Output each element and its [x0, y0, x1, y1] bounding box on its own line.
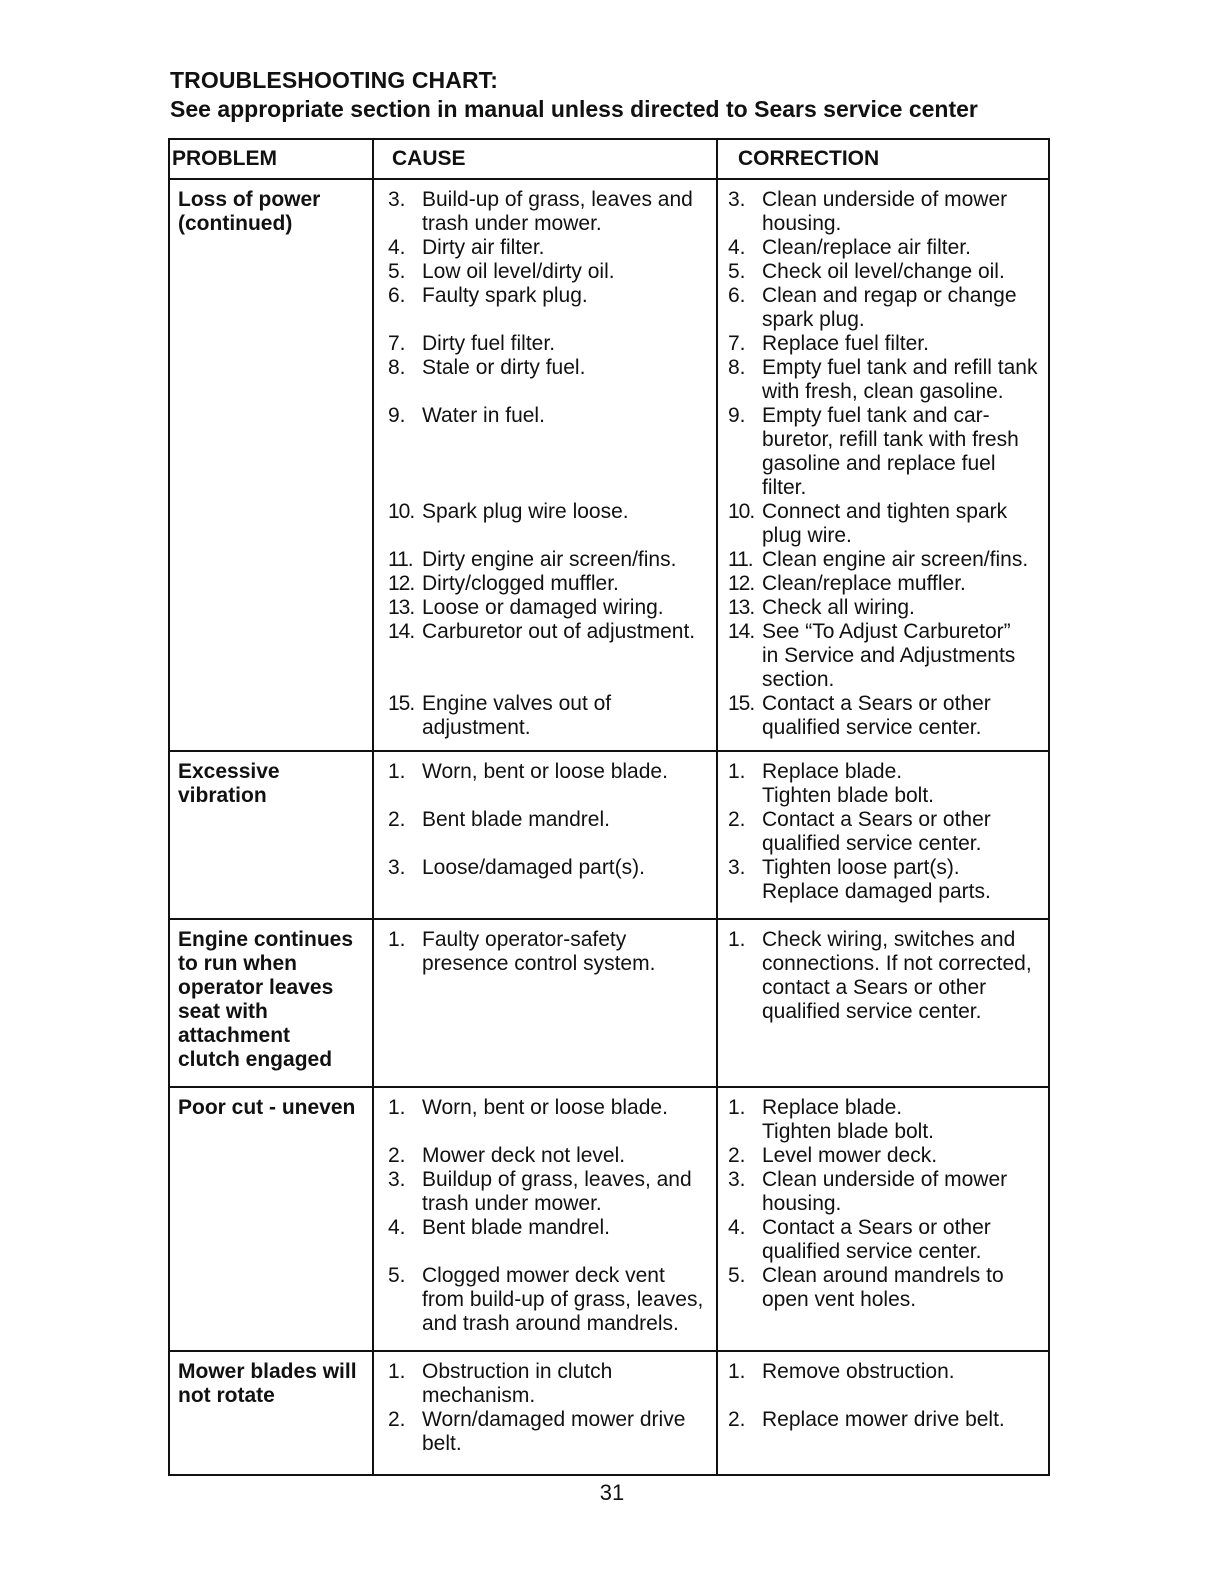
chart-subtitle: See appropriate section in manual unless directed to Sears service center — [170, 96, 978, 122]
correction-list — [718, 920, 1048, 1024]
item-number: 14. — [728, 620, 755, 643]
list-item — [388, 760, 716, 784]
item-number: 7. — [728, 332, 746, 355]
cause-cell — [372, 180, 716, 750]
item-number: 4. — [728, 1216, 746, 1239]
item-text: Low oil level/dirty oil. — [422, 260, 615, 283]
item-text: Replace blade. Tighten blade bolt. — [762, 1096, 935, 1143]
item-text: See “To Adjust Carburetor” in Service and Adjustments section. — [762, 620, 1016, 691]
list-item — [728, 1360, 1048, 1384]
problem-label: Loss of power (continued) — [178, 188, 321, 235]
item-text: Clean engine air screen/fins. — [762, 548, 1029, 571]
cause-list — [374, 920, 716, 976]
item-text: Bent blade mandrel. — [422, 1216, 610, 1239]
list-item — [728, 620, 1048, 692]
item-number: 2. — [728, 1408, 746, 1431]
list-item — [388, 188, 716, 236]
item-text: Build-up of grass, leaves and trash under mower. — [422, 188, 693, 235]
item-text: Faulty operator-safety presence control system. — [422, 928, 656, 975]
problem-cell — [170, 1088, 372, 1350]
item-number: 1. — [388, 1096, 406, 1119]
item-text: Connect and tighten spark plug wire. — [762, 500, 1008, 547]
item-text: Contact a Sears or other qualified service center. — [762, 692, 991, 739]
list-item — [388, 1216, 716, 1240]
list-item — [388, 1408, 716, 1456]
item-number: 4. — [388, 1216, 406, 1239]
list-item — [728, 548, 1048, 572]
item-number: 11. — [728, 548, 753, 571]
item-number: 15. — [388, 692, 415, 715]
item-number: 12. — [388, 572, 415, 595]
chart-title: TROUBLESHOOTING CHART: — [170, 67, 499, 93]
table-row — [170, 178, 1048, 750]
correction-cell — [716, 180, 1048, 750]
list-item — [728, 928, 1048, 1024]
correction-cell — [716, 920, 1048, 1086]
list-item — [388, 548, 716, 572]
item-number: 1. — [728, 1360, 746, 1383]
item-text: Water in fuel. — [422, 404, 545, 427]
item-text: Clean around mandrels to open vent holes. — [762, 1264, 1004, 1311]
correction-cell — [716, 752, 1048, 918]
list-item — [388, 928, 716, 976]
item-text: Bent blade mandrel. — [422, 808, 610, 831]
list-item — [728, 1144, 1048, 1168]
item-number: 3. — [388, 1168, 406, 1191]
item-text: Replace mower drive belt. — [762, 1408, 1005, 1431]
item-number: 5. — [728, 1264, 746, 1287]
cause-cell — [372, 1352, 716, 1474]
item-text: Tighten loose part(s). Replace damaged parts. — [762, 856, 991, 903]
item-text: Clean underside of mower housing. — [762, 1168, 1008, 1215]
list-item — [388, 572, 716, 596]
item-text: Contact a Sears or other qualified service center. — [762, 808, 991, 855]
item-text: Spark plug wire loose. — [422, 500, 629, 523]
list-item — [728, 856, 1048, 904]
item-number: 1. — [728, 928, 746, 951]
cause-list — [374, 180, 716, 740]
item-number: 3. — [728, 188, 746, 211]
correction-list — [718, 1088, 1048, 1312]
item-text: Stale or dirty fuel. — [422, 356, 586, 379]
list-item — [388, 1264, 716, 1336]
list-item — [728, 1216, 1048, 1264]
item-number: 2. — [388, 808, 406, 831]
correction-list — [718, 180, 1048, 740]
list-item — [388, 260, 716, 284]
list-item — [388, 332, 716, 356]
list-item — [728, 760, 1048, 808]
list-item — [728, 188, 1048, 236]
item-text: Clean/replace air filter. — [762, 236, 971, 259]
cause-list — [374, 752, 716, 880]
item-number: 11. — [388, 548, 413, 571]
list-item — [728, 596, 1048, 620]
list-item — [388, 1144, 716, 1168]
item-text: Clean and regap or change spark plug. — [762, 284, 1017, 331]
item-text: Worn, bent or loose blade. — [422, 760, 668, 783]
correction-list — [718, 752, 1048, 904]
item-number: 1. — [728, 760, 746, 783]
item-text: Check wiring, switches and connections. If not corrected, contact a Sears or other qualified service center. — [762, 928, 1032, 1023]
cause-cell — [372, 1088, 716, 1350]
list-item — [388, 692, 716, 740]
item-text: Dirty/clogged muffler. — [422, 572, 619, 595]
item-text: Empty fuel tank and car- buretor, refill tank with fresh gasoline and replace fuel filter. — [762, 404, 1019, 499]
item-text: Loose/damaged part(s). — [422, 856, 645, 879]
column-header-cause: CAUSE — [372, 140, 716, 178]
list-item — [728, 808, 1048, 856]
item-text: Obstruction in clutch mechanism. — [422, 1360, 613, 1407]
list-item — [388, 1360, 716, 1408]
correction-list — [718, 1352, 1048, 1432]
item-text: Dirty engine air screen/fins. — [422, 548, 677, 571]
item-text: Clean/replace muffler. — [762, 572, 966, 595]
item-text: Loose or damaged wiring. — [422, 596, 664, 619]
item-number: 14. — [388, 620, 415, 643]
item-number: 1. — [728, 1096, 746, 1119]
item-number: 2. — [728, 808, 746, 831]
problem-cell — [170, 1352, 372, 1474]
problem-label: Mower blades will not rotate — [178, 1360, 357, 1407]
item-number: 4. — [728, 236, 746, 259]
item-number: 3. — [388, 856, 406, 879]
item-text: Replace fuel filter. — [762, 332, 929, 355]
list-item — [388, 596, 716, 620]
list-item — [388, 620, 716, 644]
list-item — [388, 236, 716, 260]
item-number: 13. — [728, 596, 755, 619]
column-header-correction: CORRECTION — [716, 140, 1048, 178]
column-header-problem: PROBLEM — [172, 147, 277, 170]
table-row — [170, 1350, 1048, 1474]
cause-list — [374, 1352, 716, 1456]
list-item — [388, 284, 716, 308]
correction-cell — [716, 1088, 1048, 1350]
problem-label: Engine continues to run when operator leaves seat with attachment clutch engaged — [178, 928, 354, 1071]
list-item — [728, 1168, 1048, 1216]
item-number: 5. — [388, 1264, 406, 1287]
problem-cell — [170, 180, 372, 750]
item-text: Buildup of grass, leaves, and trash under mower. — [422, 1168, 692, 1215]
list-item — [388, 1096, 716, 1120]
item-text: Carburetor out of adjustment. — [422, 620, 696, 643]
list-item — [728, 1264, 1048, 1312]
problem-cell — [170, 752, 372, 918]
list-item — [728, 236, 1048, 260]
list-item — [388, 1168, 716, 1216]
item-text: Replace blade. Tighten blade bolt. — [762, 760, 935, 807]
item-text: Worn/damaged mower drive belt. — [422, 1408, 686, 1455]
list-item — [388, 500, 716, 524]
item-number: 2. — [388, 1144, 406, 1167]
list-item — [728, 572, 1048, 596]
item-number: 9. — [728, 404, 746, 427]
item-text: Empty fuel tank and refill tank with fresh, clean gasoline. — [762, 356, 1038, 403]
list-item — [388, 404, 716, 428]
list-item — [388, 856, 716, 880]
list-item — [728, 332, 1048, 356]
item-number: 2. — [388, 1408, 406, 1431]
list-item — [728, 1408, 1048, 1432]
item-text: Mower deck not level. — [422, 1144, 626, 1167]
table-row — [170, 918, 1048, 1086]
item-number: 12. — [728, 572, 755, 595]
table-row — [170, 750, 1048, 918]
list-item — [728, 500, 1048, 548]
cause-list — [374, 1088, 716, 1336]
item-text: Remove obstruction. — [762, 1360, 955, 1383]
item-text: Dirty fuel filter. — [422, 332, 556, 355]
table-header-row — [170, 140, 1048, 178]
list-item — [728, 692, 1048, 740]
item-text: Engine valves out of adjustment. — [422, 692, 612, 739]
item-number: 6. — [388, 284, 406, 307]
item-number: 1. — [388, 1360, 406, 1383]
page-number: 31 — [599, 1480, 625, 1505]
troubleshooting-table — [168, 138, 1050, 1476]
table-row — [170, 1086, 1048, 1350]
item-number: 6. — [728, 284, 746, 307]
item-number: 1. — [388, 760, 406, 783]
item-text: Clogged mower deck vent from build-up of grass, leaves, and trash around mandrels. — [422, 1264, 704, 1335]
list-item — [728, 356, 1048, 404]
list-item — [388, 808, 716, 832]
item-number: 10. — [388, 500, 415, 523]
item-text: Worn, bent or loose blade. — [422, 1096, 668, 1119]
list-item — [728, 1096, 1048, 1144]
item-number: 15. — [728, 692, 755, 715]
item-number: 5. — [388, 260, 406, 283]
item-number: 1. — [388, 928, 406, 951]
cause-cell — [372, 920, 716, 1086]
item-number: 13. — [388, 596, 415, 619]
item-number: 7. — [388, 332, 406, 355]
item-number: 3. — [388, 188, 406, 211]
item-text: Contact a Sears or other qualified service center. — [762, 1216, 991, 1263]
item-number: 4. — [388, 236, 406, 259]
list-item — [388, 356, 716, 380]
correction-cell — [716, 1352, 1048, 1474]
list-item — [728, 260, 1048, 284]
problem-label: Poor cut - uneven — [178, 1096, 356, 1119]
item-number: 9. — [388, 404, 406, 427]
item-text: Check all wiring. — [762, 596, 915, 619]
item-number: 8. — [728, 356, 746, 379]
problem-cell — [170, 920, 372, 1086]
item-number: 3. — [728, 856, 746, 879]
list-item — [728, 284, 1048, 332]
item-text: Check oil level/change oil. — [762, 260, 1005, 283]
problem-label: Excessive vibration — [178, 760, 280, 807]
item-number: 2. — [728, 1144, 746, 1167]
list-item — [728, 404, 1048, 500]
item-text: Faulty spark plug. — [422, 284, 588, 307]
item-number: 8. — [388, 356, 406, 379]
item-number: 3. — [728, 1168, 746, 1191]
item-number: 10. — [728, 500, 755, 523]
item-number: 5. — [728, 260, 746, 283]
cause-cell — [372, 752, 716, 918]
item-text: Clean underside of mower housing. — [762, 188, 1008, 235]
item-text: Level mower deck. — [762, 1144, 938, 1167]
item-text: Dirty air filter. — [422, 236, 545, 259]
